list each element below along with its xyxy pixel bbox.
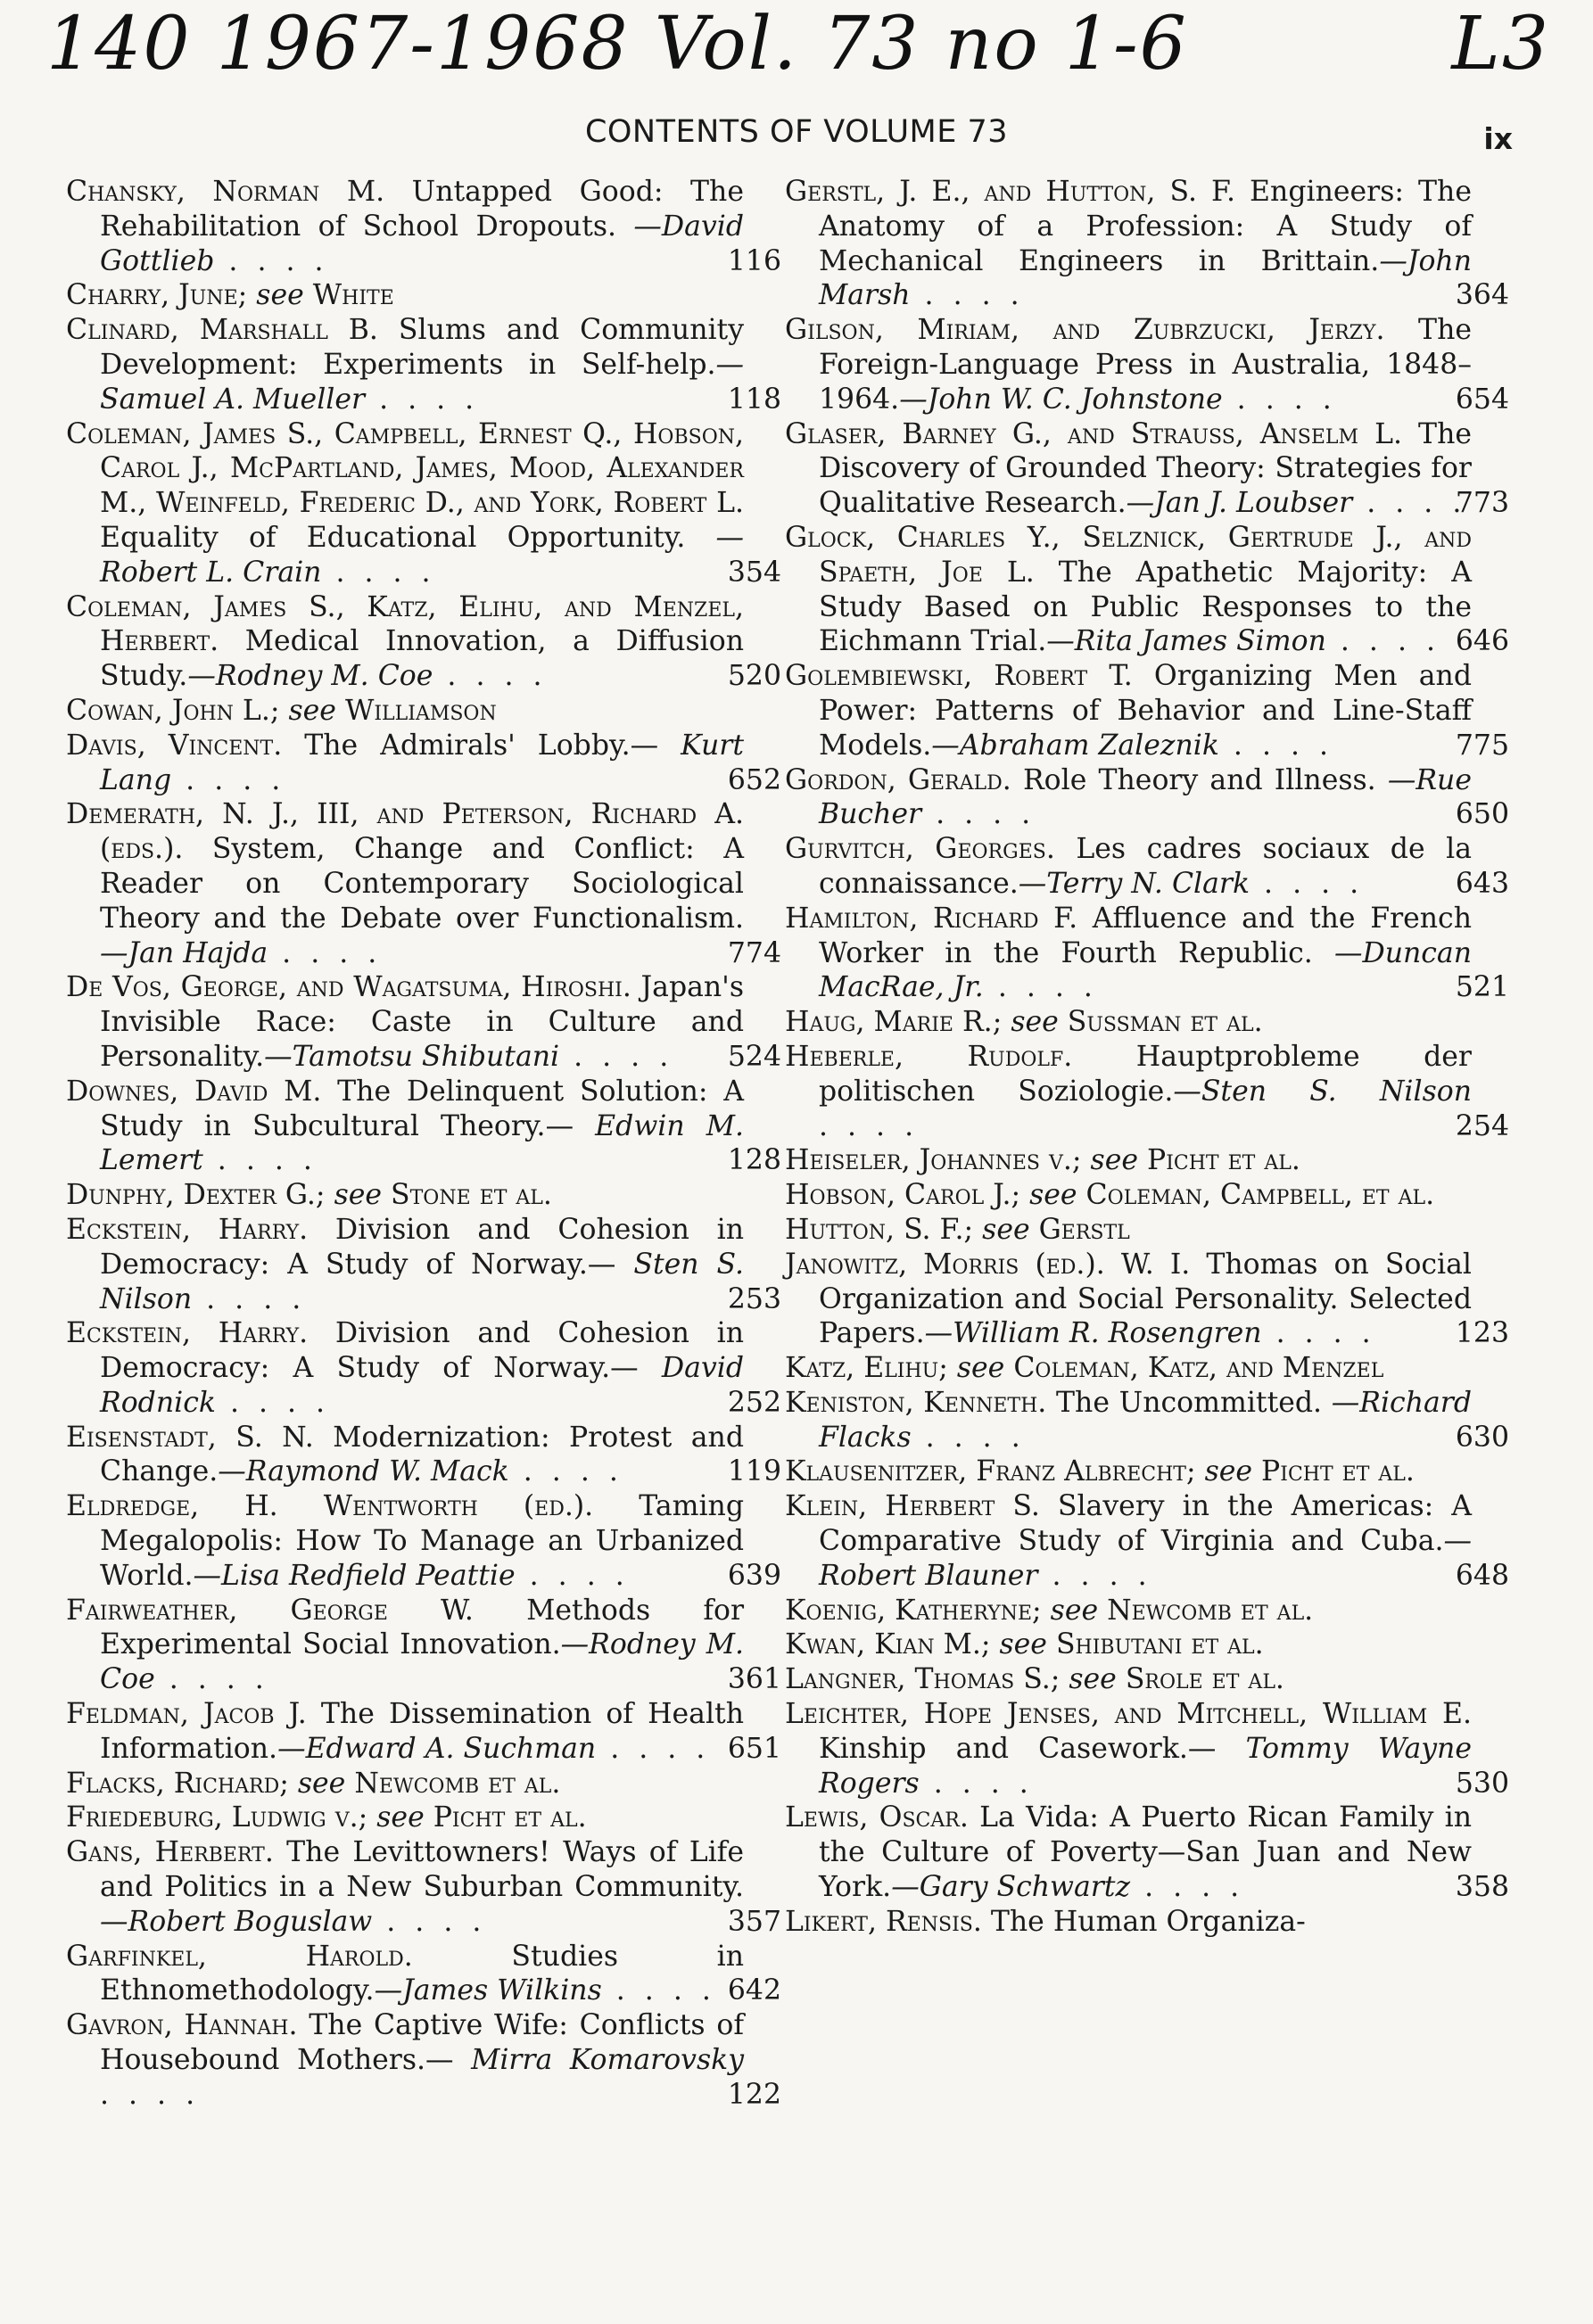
contents-entry xyxy=(66,729,781,798)
entry-reviewer: Edwin M. Lemert xyxy=(100,1109,744,1177)
entry-see-reference: see xyxy=(1029,1179,1077,1212)
entry-leader-dots: . . . . xyxy=(1261,1317,1376,1350)
entry-author: Heiseler, Johannes v.; xyxy=(785,1144,1082,1177)
entry-author: Golembiewski, Robert T. xyxy=(785,660,1133,693)
entry-reviewer: —Sten S. Nilson xyxy=(1173,1075,1472,1108)
contents-entry xyxy=(785,1386,1509,1455)
entry-title: White xyxy=(303,279,394,312)
entry-page-number: 116 xyxy=(727,244,781,277)
contents-entry xyxy=(66,1178,744,1213)
entry-author: Haug, Marie R.; xyxy=(785,1006,1003,1039)
entry-reviewer: —Terry N. Clark xyxy=(1018,867,1250,900)
entry-leader-dots: . . . . xyxy=(919,1767,1034,1800)
entry-reviewer: —Jan J. Loubser xyxy=(1126,487,1353,520)
entry-title: Slums and Community Development: Experiments in Self-help. xyxy=(100,314,745,381)
contents-entry xyxy=(66,1835,781,1939)
contents-entry xyxy=(785,313,1509,416)
entry-page-number: 773 xyxy=(1455,487,1509,520)
entry-page-number: 361 xyxy=(727,1663,781,1696)
entry-author: Downes, David M. xyxy=(66,1075,322,1108)
page-number: ix xyxy=(1483,121,1513,156)
entry-title: The Captive Wife: Conflicts of Housebound Mothers.— xyxy=(100,2009,744,2077)
entry-title: Modernization: Protest and Change. xyxy=(100,1421,744,1488)
contents-entry xyxy=(785,1489,1509,1593)
entry-reviewer: Tommy Wayne Rogers xyxy=(819,1732,1472,1800)
entry-title: Organizing Men and Power: Patterns of Behavior and Line-Staff Models. xyxy=(819,660,1473,762)
entry-leader-dots: . . . . xyxy=(515,1559,630,1592)
entry-author: Kwan, Kian M.; xyxy=(785,1628,991,1661)
entry-author: Eckstein, Harry. xyxy=(66,1213,309,1246)
entry-title: Coleman, Katz, and Menzel xyxy=(1004,1352,1384,1385)
entry-reviewer: —Abraham Zaleznik xyxy=(931,729,1219,762)
entry-author: Glaser, Barney G., and Strauss, Anselm L. xyxy=(785,417,1403,450)
entry-page-number: 654 xyxy=(1455,383,1509,416)
entry-author: Gerstl, J. E., and Hutton, S. F. xyxy=(785,176,1235,208)
entry-page-number: 652 xyxy=(727,763,781,796)
entry-author: Klausenitzer, Franz Albrecht; xyxy=(785,1455,1196,1488)
entry-reviewer: —James Wilkins xyxy=(374,1974,602,2007)
entry-author: Cowan, John L.; xyxy=(66,694,280,727)
entry-reviewer: —Gary Schwartz xyxy=(891,1871,1131,1904)
entry-author: Keniston, Kenneth. xyxy=(785,1386,1047,1419)
entry-leader-dots: . . . . xyxy=(171,763,286,796)
entry-title: Stone et al. xyxy=(382,1179,552,1212)
entry-title: The Apathetic Majority: A Study Based on Public Responses to the Eichmann Trial. xyxy=(819,556,1472,658)
entry-title: The Levittowners! Ways of Life and Politics in a New Suburban Community. xyxy=(100,1836,744,1904)
contents-entry xyxy=(66,797,781,970)
entry-author: Lewis, Oscar. xyxy=(785,1801,969,1834)
entry-author: Friedeburg, Ludwig v.; xyxy=(66,1801,368,1834)
entry-leader-dots: . . . . xyxy=(433,660,548,693)
handwritten-volume-note: 140 1967-1968 Vol. 73 no 1-6 xyxy=(46,2,1188,87)
entry-author: Chansky, Norman M. xyxy=(66,176,385,208)
entry-title: Equality of Educational Opportunity. xyxy=(100,521,716,554)
entry-leader-dots: . . . . xyxy=(268,936,383,969)
contents-entry xyxy=(785,1005,1472,1040)
entry-title: System, Change and Conflict: A Reader on Contemporary Sociological Theory and the Debate over Functionalism. xyxy=(100,833,744,935)
left-column xyxy=(66,175,781,2113)
entry-title: The Human Organiza- xyxy=(981,1905,1306,1938)
entry-author: Garfinkel, Harold. xyxy=(66,1940,413,1973)
entry-page-number: 128 xyxy=(727,1144,781,1177)
entry-leader-dots: . . . . xyxy=(202,1144,318,1177)
entry-title: Untapped Good: The Rehabilitation of School Dropouts. xyxy=(100,176,744,243)
entry-see-reference: see xyxy=(1069,1663,1117,1696)
entry-reviewer: Sten S. Nilson xyxy=(100,1248,744,1315)
entry-reviewer: Mirra Komarovsky xyxy=(471,2044,745,2077)
entry-reviewer: —Richard Flacks xyxy=(819,1386,1472,1454)
entry-author: Dunphy, Dexter G.; xyxy=(66,1179,326,1212)
entry-reviewer: —David Gottlieb xyxy=(100,210,744,277)
entry-leader-dots: . . . . xyxy=(910,279,1025,312)
page-title: CONTENTS OF VOLUME 73 xyxy=(584,114,1009,150)
entry-author: Gilson, Miriam, and Zubrzucki, Jerzy. xyxy=(785,314,1385,347)
entry-author: Heberle, Rudolf. xyxy=(785,1040,1073,1073)
entry-author: Eldredge, H. Wentworth (ed.). xyxy=(66,1490,594,1523)
contents-entry xyxy=(785,1351,1472,1386)
entry-page-number: 123 xyxy=(1455,1317,1509,1350)
entry-title: The Uncommitted. xyxy=(1046,1386,1332,1419)
entry-see-reference: see xyxy=(1050,1594,1099,1627)
entry-reviewer: —Robert Blauner xyxy=(819,1525,1472,1592)
entry-see-reference: see xyxy=(334,1179,383,1212)
entry-title: The Delinquent Solution: A Study in Subcultural Theory.— xyxy=(100,1075,745,1142)
entry-title: Newcomb et al. xyxy=(1098,1594,1314,1627)
entry-title: Williamson xyxy=(335,694,497,727)
contents-entry xyxy=(66,175,781,278)
contents-entry xyxy=(66,694,744,729)
contents-entry xyxy=(785,1178,1472,1213)
entry-page-number: 521 xyxy=(1455,971,1509,1004)
contents-entry xyxy=(785,1455,1472,1489)
entry-reviewer: —Rue Bucher xyxy=(819,763,1472,831)
entry-author: Coleman, James S., Campbell, Ernest Q., Hobson, Carol J., McPartland, James, Mood, Alexander M., Weinfeld, Frederic D., and York, Robert L. xyxy=(66,417,744,520)
entry-leader-dots: . . . . xyxy=(1130,1871,1245,1904)
entry-page-number: 775 xyxy=(1455,729,1509,762)
entry-leader-dots: . . . . xyxy=(601,1974,716,2007)
entry-page-number: 642 xyxy=(727,1974,781,2007)
entry-title: Hauptprobleme der politischen Soziologie. xyxy=(819,1040,1472,1108)
entry-see-reference: see xyxy=(297,1767,346,1800)
entry-author: Gordon, Gerald. xyxy=(785,763,1011,796)
entry-author: Janowitz, Morris (ed.). xyxy=(785,1248,1105,1281)
entry-title: The Dissemination of Health Information. xyxy=(100,1698,744,1765)
entry-see-reference: see xyxy=(982,1213,1030,1246)
entry-leader-dots: . . . . xyxy=(1037,1559,1152,1592)
entry-title: Gerstl xyxy=(1029,1213,1130,1246)
entry-title: Slavery in the Americas: A Comparative Study of Virginia and Cuba. xyxy=(819,1490,1472,1558)
entry-page-number: 358 xyxy=(1455,1871,1509,1904)
entry-title: Division and Cohesion in Democracy: A Study of Norway.— xyxy=(100,1213,744,1281)
entry-leader-dots: . . . . xyxy=(1325,625,1440,658)
entry-leader-dots: . . . . xyxy=(1352,487,1467,520)
entry-page-number: 354 xyxy=(727,556,781,589)
contents-entry xyxy=(66,1594,781,1697)
entry-reviewer: —Rodney M. Coe xyxy=(187,660,433,693)
entry-title: Picht et al. xyxy=(1252,1455,1415,1488)
entry-title: La Vida: A Puerto Rican Family in the Culture of Poverty—San Juan and New York. xyxy=(819,1801,1473,1904)
entry-reviewer: —Edward A. Suchman xyxy=(277,1732,597,1765)
entry-page-number: 630 xyxy=(1455,1421,1509,1454)
right-column xyxy=(785,175,1509,1940)
contents-entry xyxy=(785,1628,1472,1662)
entry-author: Gurvitch, Georges. xyxy=(785,833,1055,866)
entry-author: Glock, Charles Y., Selznick, Gertrude J., and Spaeth, Joe L. xyxy=(785,521,1472,589)
entry-title: Les cadres sociaux de la connaissance. xyxy=(819,833,1472,900)
entry-page-number: 639 xyxy=(727,1559,781,1592)
contents-entry xyxy=(785,1905,1472,1940)
entry-leader-dots: . . . . xyxy=(596,1732,711,1765)
entry-title: Studies in Ethnomethodology. xyxy=(100,1940,744,2007)
entry-leader-dots: . . . . xyxy=(508,1455,623,1488)
entry-reviewer: —Samuel A. Mueller xyxy=(100,348,744,416)
entry-page-number: 650 xyxy=(1455,798,1509,831)
entry-page-number: 520 xyxy=(727,660,781,693)
entry-page-number: 524 xyxy=(727,1040,781,1073)
entry-reviewer: —Raymond W. Mack xyxy=(218,1455,509,1488)
entry-leader-dots: . . . . xyxy=(365,383,480,416)
entry-author: Eckstein, Harry. xyxy=(66,1317,309,1350)
entry-title: Newcomb et al. xyxy=(345,1767,561,1800)
entry-title: The Admirals' Lobby.— xyxy=(282,729,681,762)
contents-entry xyxy=(66,590,781,694)
entry-page-number: 364 xyxy=(1455,279,1509,312)
contents-entry xyxy=(785,1143,1472,1178)
entry-reviewer: —William R. Rosengren xyxy=(924,1317,1262,1350)
entry-page-number: 119 xyxy=(727,1455,781,1488)
entry-author: Gans, Herbert. xyxy=(66,1836,274,1869)
contents-entry xyxy=(785,1248,1509,1351)
contents-entry xyxy=(785,417,1509,521)
entry-leader-dots: . . . . xyxy=(1250,867,1365,900)
entry-title: Srole et al. xyxy=(1116,1663,1284,1696)
handwritten-shelf-mark: L3 xyxy=(1451,2,1550,87)
entry-reviewer: —Duncan MacRae, Jr. xyxy=(819,936,1472,1004)
entry-title: The Foreign-Language Press in Australia, 1848–1964. xyxy=(819,314,1472,416)
entry-page-number: 651 xyxy=(727,1732,781,1765)
contents-entry xyxy=(66,970,781,1074)
entry-page-number: 774 xyxy=(727,936,781,969)
contents-entry xyxy=(66,1697,781,1767)
entry-reviewer: Kurt Lang xyxy=(100,729,745,796)
entry-reviewer: —John Marsh xyxy=(819,244,1472,312)
contents-entry xyxy=(785,1040,1509,1143)
entry-reviewer: —John W. C. Johnstone xyxy=(899,383,1223,416)
entry-title: Coleman, Campbell, et al. xyxy=(1077,1179,1435,1212)
entry-author: Likert, Rensis. xyxy=(785,1905,982,1938)
entry-reviewer: —Robert L. Crain xyxy=(100,521,744,589)
contents-entry xyxy=(785,175,1509,313)
entry-author: Leichter, Hope Jenses, and Mitchell, William E. xyxy=(785,1698,1472,1731)
entry-author: De Vos, George, and Wagatsuma, Hiroshi. xyxy=(66,971,631,1004)
entry-author: Gavron, Hannah. xyxy=(66,2009,298,2042)
entry-title: Taming Megalopolis: How To Manage an Urbanized World. xyxy=(100,1490,744,1592)
entry-leader-dots: . . . . xyxy=(911,1421,1026,1454)
entry-see-reference: see xyxy=(956,1352,1005,1385)
entry-title: Picht et al. xyxy=(424,1801,587,1834)
entry-page-number: 252 xyxy=(727,1386,781,1419)
entry-title: Japan's Invisible Race: Caste in Culture and Personality. xyxy=(100,971,744,1073)
entry-leader-dots: . . . . xyxy=(215,1386,331,1419)
entry-leader-dots: . . . . xyxy=(921,798,1036,831)
entry-title: Picht et al. xyxy=(1137,1144,1300,1177)
contents-entry xyxy=(785,763,1509,833)
entry-title: The Discovery of Grounded Theory: Strategies for Qualitative Research. xyxy=(819,417,1472,520)
entry-page-number: 118 xyxy=(727,383,781,416)
entry-reviewer: David Rodnick xyxy=(100,1352,744,1419)
contents-entry xyxy=(66,1421,781,1490)
contents-entry xyxy=(66,1316,781,1420)
entry-reviewer: —Jan Hajda xyxy=(100,936,268,969)
contents-entry xyxy=(66,1075,781,1178)
entry-author: Feldman, Jacob J. xyxy=(66,1698,307,1731)
entry-title: Engineers: The Anatomy of a Profession: A Study of Mechanical Engineers in Brittain. xyxy=(819,176,1472,277)
entry-title: Division and Cohesion in Democracy: A Study of Norway.— xyxy=(100,1317,744,1385)
entry-reviewer: —Lisa Redfield Peattie xyxy=(193,1559,516,1592)
entry-leader-dots: . . . . xyxy=(100,2078,201,2111)
entry-title: Affluence and the French Worker in the Fourth Republic. xyxy=(819,902,1472,969)
entry-page-number: 646 xyxy=(1455,625,1509,658)
contents-entry xyxy=(785,1697,1509,1801)
entry-leader-dots: . . . . xyxy=(819,1109,920,1142)
contents-entry xyxy=(66,2008,781,2112)
entry-author: Klein, Herbert S. xyxy=(785,1490,1040,1523)
entry-page-number: 357 xyxy=(727,1905,781,1938)
entry-see-reference: see xyxy=(256,279,304,312)
entry-leader-dots: . . . . xyxy=(983,971,1098,1004)
entry-reviewer: —Robert Boguslaw xyxy=(100,1905,373,1938)
entry-page-number: 122 xyxy=(727,2078,781,2111)
entry-leader-dots: . . . . xyxy=(559,1040,674,1073)
entry-reviewer: —Rita James Simon xyxy=(1046,625,1326,658)
contents-entry xyxy=(66,1801,744,1835)
entry-title: Kinship and Casework.— xyxy=(819,1732,1246,1765)
entry-leader-dots: . . . . xyxy=(192,1282,307,1315)
entry-leader-dots: . . . . xyxy=(214,244,329,277)
contents-entry xyxy=(785,659,1509,762)
contents-entry xyxy=(785,521,1509,659)
entry-author: Hutton, S. F.; xyxy=(785,1213,974,1246)
entry-leader-dots: . . . . xyxy=(1222,383,1337,416)
entry-leader-dots: . . . . xyxy=(372,1905,487,1938)
contents-entry xyxy=(66,1940,781,2009)
contents-entry xyxy=(785,1213,1472,1248)
entry-see-reference: see xyxy=(288,694,336,727)
contents-entry xyxy=(66,1489,781,1593)
entry-reviewer: —Tamotsu Shibutani xyxy=(264,1040,560,1073)
entry-author: Eisenstadt, S. N. xyxy=(66,1421,314,1454)
entry-leader-dots: . . . . xyxy=(1218,729,1334,762)
entry-author: Langner, Thomas S.; xyxy=(785,1663,1061,1696)
entry-title: Medical Innovation, a Diffusion Study. xyxy=(100,625,744,693)
contents-entry xyxy=(66,278,744,313)
contents-entry xyxy=(785,902,1509,1005)
entry-see-reference: see xyxy=(376,1801,425,1834)
entry-author: Coleman, James S., Katz, Elihu, and Menzel, Herbert. xyxy=(66,590,744,658)
entry-author: Katz, Elihu; xyxy=(785,1352,948,1385)
entry-author: Clinard, Marshall B. xyxy=(66,314,378,347)
entry-reviewer: —Rodney M. Coe xyxy=(100,1628,744,1696)
handwritten-annotation xyxy=(0,0,1593,107)
entry-page-number: 643 xyxy=(1455,867,1509,900)
entry-see-reference: see xyxy=(1011,1006,1059,1039)
entry-see-reference: see xyxy=(1090,1144,1138,1177)
contents-entry xyxy=(66,1767,744,1801)
contents-entry xyxy=(66,417,781,590)
entry-page-number: 530 xyxy=(1455,1767,1509,1800)
entry-author: Davis, Vincent. xyxy=(66,729,283,762)
entry-author: Flacks, Richard; xyxy=(66,1767,289,1800)
entry-see-reference: see xyxy=(999,1628,1047,1661)
entry-author: Hobson, Carol J.; xyxy=(785,1179,1021,1212)
contents-entry xyxy=(785,1662,1472,1697)
entry-title: Methods for Experimental Social Innovation. xyxy=(100,1594,745,1661)
contents-entry xyxy=(785,832,1509,902)
entry-author: Charry, June; xyxy=(66,279,248,312)
entry-author: Hamilton, Richard F. xyxy=(785,902,1078,935)
contents-entry xyxy=(785,1801,1509,1904)
entry-page-number: 648 xyxy=(1455,1559,1509,1592)
entry-page-number: 253 xyxy=(727,1282,781,1315)
entry-title: W. I. Thomas on Social Organization and Social Personality. Selected Papers. xyxy=(819,1248,1472,1350)
entry-author: Demerath, N. J., III, and Peterson, Richard A. (eds.). xyxy=(66,798,744,866)
entry-see-reference: see xyxy=(1204,1455,1253,1488)
contents-entry xyxy=(66,1213,781,1316)
entry-title: Shibutani et al. xyxy=(1046,1628,1264,1661)
entry-leader-dots: . . . . xyxy=(321,556,436,589)
entry-author: Fairweather, George W. xyxy=(66,1594,474,1627)
entry-page-number: 254 xyxy=(1455,1109,1509,1142)
contents-entry xyxy=(66,313,781,416)
entry-leader-dots: . . . . xyxy=(154,1663,269,1696)
entry-title: Sussman et al. xyxy=(1058,1006,1263,1039)
contents-entry xyxy=(785,1594,1472,1628)
entry-author: Koenig, Katheryne; xyxy=(785,1594,1042,1627)
entry-title: Role Theory and Illness. xyxy=(1011,763,1388,796)
